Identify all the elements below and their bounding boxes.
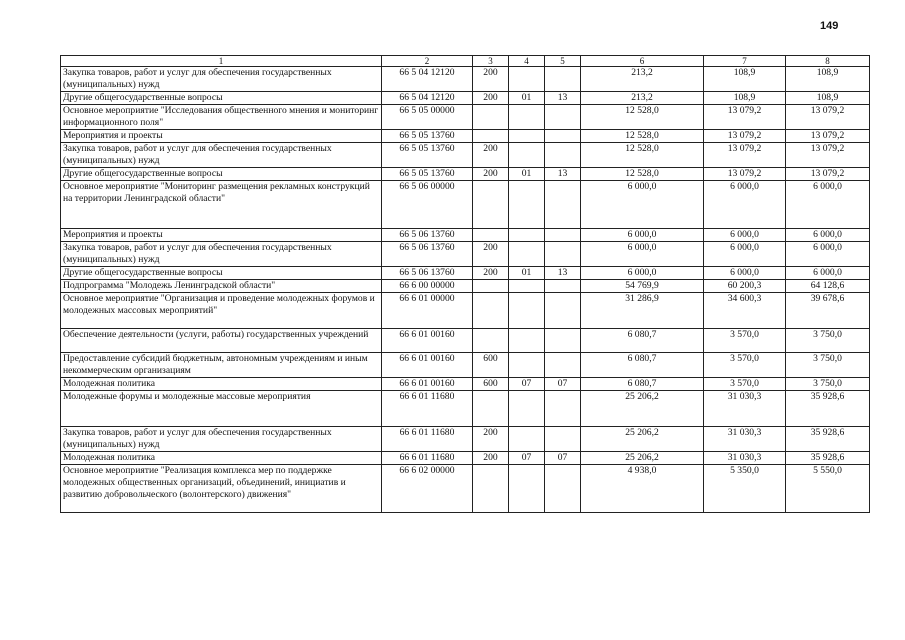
budget-table: [60, 55, 870, 513]
row-description: Другие общегосударственные вопросы: [61, 92, 382, 105]
header-cell: 5: [545, 56, 581, 67]
table-row: [61, 452, 870, 465]
row-code: 66 6 01 11680: [382, 427, 473, 452]
row-value-8: 13 079,2: [786, 130, 870, 143]
row-col4: [509, 329, 545, 353]
row-col3: [473, 130, 509, 143]
row-value-7: 6 000,0: [704, 229, 786, 242]
table-row: [61, 267, 870, 280]
row-col3: 200: [473, 92, 509, 105]
row-value-8: 13 079,2: [786, 143, 870, 168]
row-value-7: 31 030,3: [704, 452, 786, 465]
row-col4: [509, 143, 545, 168]
row-value-8: 35 928,6: [786, 391, 870, 427]
row-value-8: 6 000,0: [786, 229, 870, 242]
row-value-8: 35 928,6: [786, 427, 870, 452]
row-description: Основное мероприятие "Исследования общественного мнения и мониторинг информационного поля": [61, 105, 382, 130]
row-value-7: 108,9: [704, 92, 786, 105]
row-col3: [473, 181, 509, 229]
row-col5: [545, 143, 581, 168]
header-cell: 4: [509, 56, 545, 67]
row-value-7: 108,9: [704, 67, 786, 92]
row-value-6: 12 528,0: [581, 105, 704, 130]
header-cell: 3: [473, 56, 509, 67]
row-value-6: 25 206,2: [581, 427, 704, 452]
row-code: 66 6 01 00160: [382, 353, 473, 378]
row-code: 66 5 06 00000: [382, 181, 473, 229]
row-col4: 07: [509, 452, 545, 465]
row-description: Обеспечение деятельности (услуги, работы) государственных учреждений: [61, 329, 382, 353]
row-col5: [545, 391, 581, 427]
row-value-8: 3 750,0: [786, 329, 870, 353]
header-cell: 6: [581, 56, 704, 67]
row-value-8: 5 550,0: [786, 465, 870, 513]
row-col4: [509, 280, 545, 293]
row-code: 66 6 00 00000: [382, 280, 473, 293]
row-col3: 200: [473, 452, 509, 465]
row-description: Основное мероприятие "Реализация комплекса мер по поддержке молодежных общественных организаций, объединений, инициатив и развитию добровольческого (волонтерского) движения": [61, 465, 382, 513]
row-value-6: 54 769,9: [581, 280, 704, 293]
row-col3: [473, 105, 509, 130]
row-description: Подпрограмма "Молодежь Ленинградской области": [61, 280, 382, 293]
table-row: [61, 67, 870, 92]
row-description: Основное мероприятие "Организация и проведение молодежных форумов и молодежных массовых мероприятий": [61, 293, 382, 329]
row-value-6: 213,2: [581, 92, 704, 105]
table-row: [61, 391, 870, 427]
page-number: 149: [820, 20, 839, 32]
row-col5: [545, 329, 581, 353]
row-col5: [545, 67, 581, 92]
row-value-7: 3 570,0: [704, 329, 786, 353]
table-row: [61, 427, 870, 452]
row-col5: [545, 229, 581, 242]
row-col3: 200: [473, 242, 509, 267]
row-col4: [509, 353, 545, 378]
row-code: 66 5 06 13760: [382, 229, 473, 242]
row-code: 66 6 01 00000: [382, 293, 473, 329]
row-col3: [473, 293, 509, 329]
row-description: Молодежные форумы и молодежные массовые мероприятия: [61, 391, 382, 427]
row-col4: [509, 105, 545, 130]
row-col4: [509, 130, 545, 143]
row-col5: [545, 293, 581, 329]
row-value-6: 25 206,2: [581, 391, 704, 427]
row-value-6: 25 206,2: [581, 452, 704, 465]
table-row: [61, 130, 870, 143]
row-value-7: 13 079,2: [704, 143, 786, 168]
row-col5: [545, 130, 581, 143]
row-description: Закупка товаров, работ и услуг для обеспечения государственных (муниципальных) нужд: [61, 242, 382, 267]
header-cell: 8: [786, 56, 870, 67]
row-value-6: 12 528,0: [581, 143, 704, 168]
row-col4: [509, 67, 545, 92]
row-col5: 13: [545, 92, 581, 105]
row-value-7: 3 570,0: [704, 353, 786, 378]
row-col4: [509, 181, 545, 229]
row-col4: 07: [509, 378, 545, 391]
row-value-7: 13 079,2: [704, 105, 786, 130]
row-value-6: 31 286,9: [581, 293, 704, 329]
header-cell: 7: [704, 56, 786, 67]
row-description: Молодежная политика: [61, 378, 382, 391]
table-row: [61, 105, 870, 130]
row-code: 66 5 05 00000: [382, 105, 473, 130]
row-value-7: 13 079,2: [704, 168, 786, 181]
row-col5: 07: [545, 452, 581, 465]
table-row: [61, 143, 870, 168]
table-row: [61, 181, 870, 229]
row-value-6: 6 080,7: [581, 378, 704, 391]
row-value-7: 6 000,0: [704, 242, 786, 267]
row-description: Закупка товаров, работ и услуг для обеспечения государственных (муниципальных) нужд: [61, 67, 382, 92]
row-value-6: 4 938,0: [581, 465, 704, 513]
row-col3: [473, 280, 509, 293]
row-col5: [545, 465, 581, 513]
row-value-8: 108,9: [786, 67, 870, 92]
row-value-7: 34 600,3: [704, 293, 786, 329]
row-value-7: 6 000,0: [704, 267, 786, 280]
row-description: Другие общегосударственные вопросы: [61, 168, 382, 181]
row-col5: [545, 353, 581, 378]
row-value-8: 6 000,0: [786, 267, 870, 280]
header-cell: 2: [382, 56, 473, 67]
row-col4: 01: [509, 168, 545, 181]
row-col4: [509, 465, 545, 513]
table-row: [61, 329, 870, 353]
table-row: [61, 293, 870, 329]
row-value-6: 6 000,0: [581, 181, 704, 229]
row-value-6: 6 000,0: [581, 242, 704, 267]
row-col4: 01: [509, 92, 545, 105]
row-value-7: 13 079,2: [704, 130, 786, 143]
row-col3: [473, 229, 509, 242]
table-row: [61, 242, 870, 267]
row-value-6: 6 000,0: [581, 229, 704, 242]
row-value-7: 3 570,0: [704, 378, 786, 391]
row-col3: [473, 329, 509, 353]
row-value-8: 64 128,6: [786, 280, 870, 293]
row-code: 66 6 01 11680: [382, 452, 473, 465]
row-col4: 01: [509, 267, 545, 280]
row-code: 66 5 05 13760: [382, 130, 473, 143]
row-code: 66 6 01 11680: [382, 391, 473, 427]
row-col3: 200: [473, 168, 509, 181]
row-value-8: 6 000,0: [786, 181, 870, 229]
header-row: [61, 56, 870, 67]
row-col3: [473, 465, 509, 513]
row-description: Мероприятия и проекты: [61, 130, 382, 143]
table-row: [61, 280, 870, 293]
row-col4: [509, 229, 545, 242]
row-value-7: 5 350,0: [704, 465, 786, 513]
row-value-7: 31 030,3: [704, 427, 786, 452]
row-value-7: 60 200,3: [704, 280, 786, 293]
row-value-7: 31 030,3: [704, 391, 786, 427]
row-code: 66 6 02 00000: [382, 465, 473, 513]
row-code: 66 5 05 13760: [382, 143, 473, 168]
table-row: [61, 229, 870, 242]
row-value-6: 213,2: [581, 67, 704, 92]
row-col5: [545, 105, 581, 130]
row-col5: 07: [545, 378, 581, 391]
row-value-8: 3 750,0: [786, 353, 870, 378]
table-row: [61, 168, 870, 181]
row-value-7: 6 000,0: [704, 181, 786, 229]
row-value-6: 12 528,0: [581, 130, 704, 143]
row-col3: 600: [473, 378, 509, 391]
row-description: Предоставление субсидий бюджетным, автономным учреждениям и иным некоммерческим организациям: [61, 353, 382, 378]
row-code: 66 5 05 13760: [382, 168, 473, 181]
table-row: [61, 378, 870, 391]
row-code: 66 5 04 12120: [382, 67, 473, 92]
row-col5: 13: [545, 267, 581, 280]
table-row: [61, 465, 870, 513]
row-value-8: 6 000,0: [786, 242, 870, 267]
row-col4: [509, 293, 545, 329]
row-value-6: 12 528,0: [581, 168, 704, 181]
row-value-6: 6 000,0: [581, 267, 704, 280]
row-col4: [509, 427, 545, 452]
row-description: Закупка товаров, работ и услуг для обеспечения государственных (муниципальных) нужд: [61, 427, 382, 452]
row-col5: [545, 427, 581, 452]
row-value-8: 13 079,2: [786, 105, 870, 130]
row-col3: 200: [473, 267, 509, 280]
row-col4: [509, 391, 545, 427]
header-cell: 1: [61, 56, 382, 67]
row-col3: [473, 391, 509, 427]
row-col4: [509, 242, 545, 267]
row-code: 66 5 06 13760: [382, 242, 473, 267]
row-value-8: 35 928,6: [786, 452, 870, 465]
row-description: Молодежная политика: [61, 452, 382, 465]
row-col3: 200: [473, 427, 509, 452]
row-col5: 13: [545, 168, 581, 181]
row-col5: [545, 181, 581, 229]
row-col3: 600: [473, 353, 509, 378]
row-value-8: 3 750,0: [786, 378, 870, 391]
table-row: [61, 92, 870, 105]
row-value-6: 6 080,7: [581, 329, 704, 353]
row-code: 66 6 01 00160: [382, 329, 473, 353]
row-value-8: 13 079,2: [786, 168, 870, 181]
row-description: Основное мероприятие "Мониторинг размещения рекламных конструкций на территории Ленинградской области": [61, 181, 382, 229]
row-code: 66 5 04 12120: [382, 92, 473, 105]
row-description: Другие общегосударственные вопросы: [61, 267, 382, 280]
row-code: 66 6 01 00160: [382, 378, 473, 391]
row-value-6: 6 080,7: [581, 353, 704, 378]
row-value-8: 108,9: [786, 92, 870, 105]
row-code: 66 5 06 13760: [382, 267, 473, 280]
table-row: [61, 353, 870, 378]
row-description: Мероприятия и проекты: [61, 229, 382, 242]
row-col5: [545, 280, 581, 293]
row-col3: 200: [473, 67, 509, 92]
row-description: Закупка товаров, работ и услуг для обеспечения государственных (муниципальных) нужд: [61, 143, 382, 168]
row-col5: [545, 242, 581, 267]
row-value-8: 39 678,6: [786, 293, 870, 329]
row-col3: 200: [473, 143, 509, 168]
